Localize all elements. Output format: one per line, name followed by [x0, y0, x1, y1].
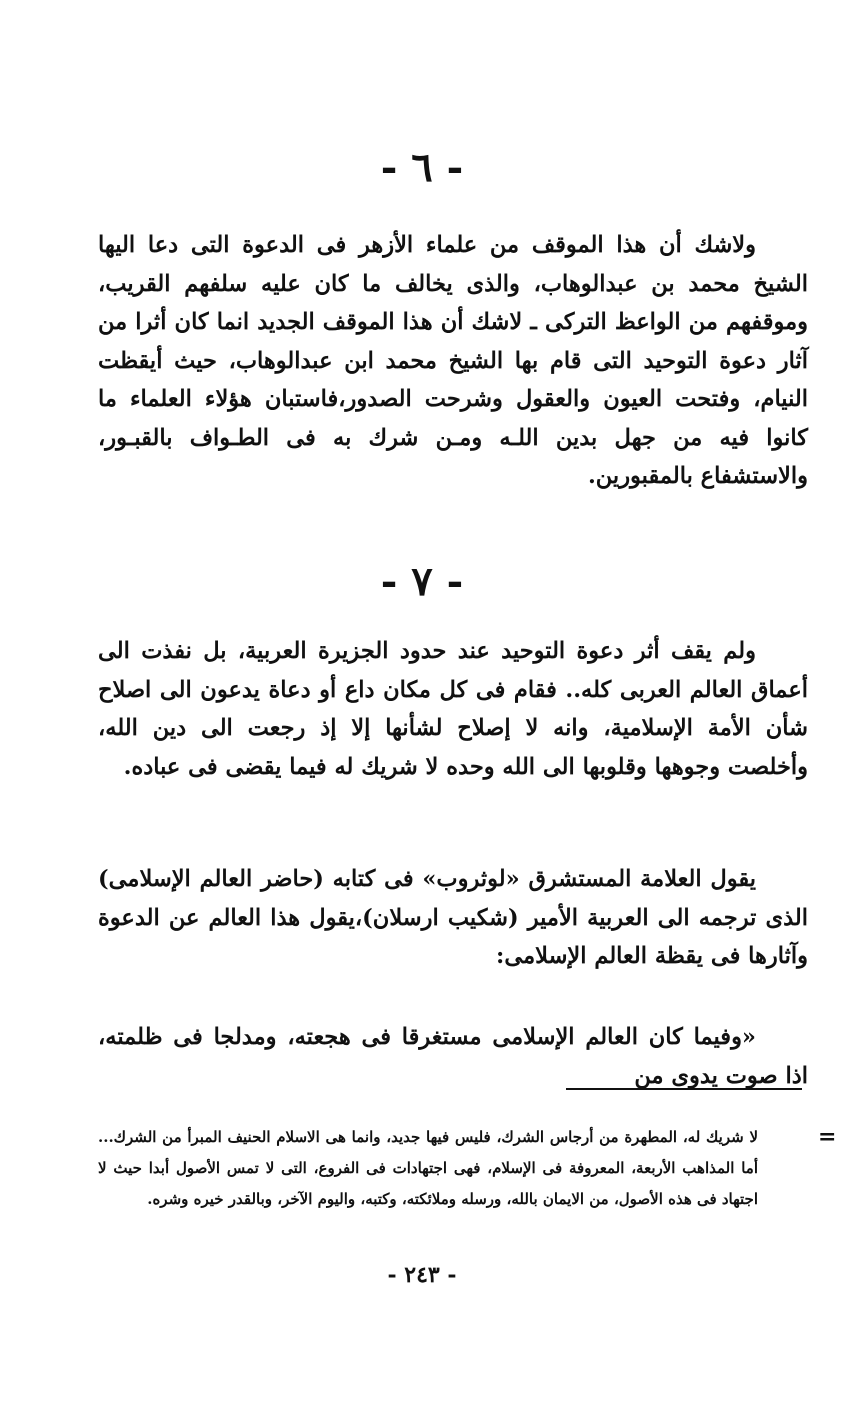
section-number-six: - ٦ - [380, 144, 464, 191]
footnote-continuation-mark: = [818, 1124, 835, 1150]
page-number: - ٢٤٣ - [387, 1262, 457, 1288]
section-number-seven: - ٧ - [380, 558, 464, 605]
section-six-paragraph: ولاشك أن هذا الموقف من علماء الأزهر فى الدعوة التى دعا اليها الشيخ محمد بن عبدالوهاب، والذى يخالف ما كان عليه سلفهم القريب، وموقفهم من الواعظ التركى ـ لاشك أن هذا الموقف الجديد انما كان أثرا من آثار دعوة التوحيد التى قام بها الشيخ محمد ابن عبدالوهاب، حيث أيقظت النيام، وفتحت العيون والعقول وشرحت الصدور،فاستبان هؤلاء العلماء ما كانوا فيه من جهل بدين اللـه ومـن شرك به فى الطـواف بالقبـور، والاستشفاع بالمقبورين. [98, 232, 809, 489]
section-seven-paragraph-3: «وفيما كان العالم الإسلامى مستغرقا فى هجعته، ومدلجا فى ظلمته، اذا صوت يدوى من [98, 1024, 808, 1089]
footnote-text: لا شريك له، المطهرة من أرجاس الشرك، فليس فيها جديد، وانما هى الاسلام الحنيف المبرأ من الشرك... أما المذاهب الأربعة، المعروفة فى الإسلام، فهى اجتهادات فى الفروع، التى لا تمس الأصول أبدا حيث لا اجتهاد فى هذه الأصول، من الايمان بالله، ورسله وملائكته، وكتبه، واليوم الآخر، وبالقدر خيره وشره. [98, 1128, 758, 1208]
section-seven-paragraph-2: يقول العلامة المستشرق «لوثروب» فى كتابه (حاضر العالم الإسلامى) الذى ترجمه الى العربية الأمير (شكيب ارسلان)،يقول هذا العالم عن الدعوة وآثارها فى يقظة العالم الإسلامى: [98, 866, 808, 969]
section-seven-paragraph-1: ولم يقف أثر دعوة التوحيد عند حدود الجزيرة العربية، بل نفذت الى أعماق العالم العربى كله.. فقام فى كل مكان داع أو دعاة يدعون الى اصلاح شأن الأمة الإسلامية، وانه لا إصلاح لشأنها إلا إذ رجعت الى دين الله، وأخلصت وجوهها وقلوبها الى الله وحده لا شريك له فيما يقضى فى عباده. [98, 638, 808, 780]
footnote-divider [566, 1088, 802, 1090]
